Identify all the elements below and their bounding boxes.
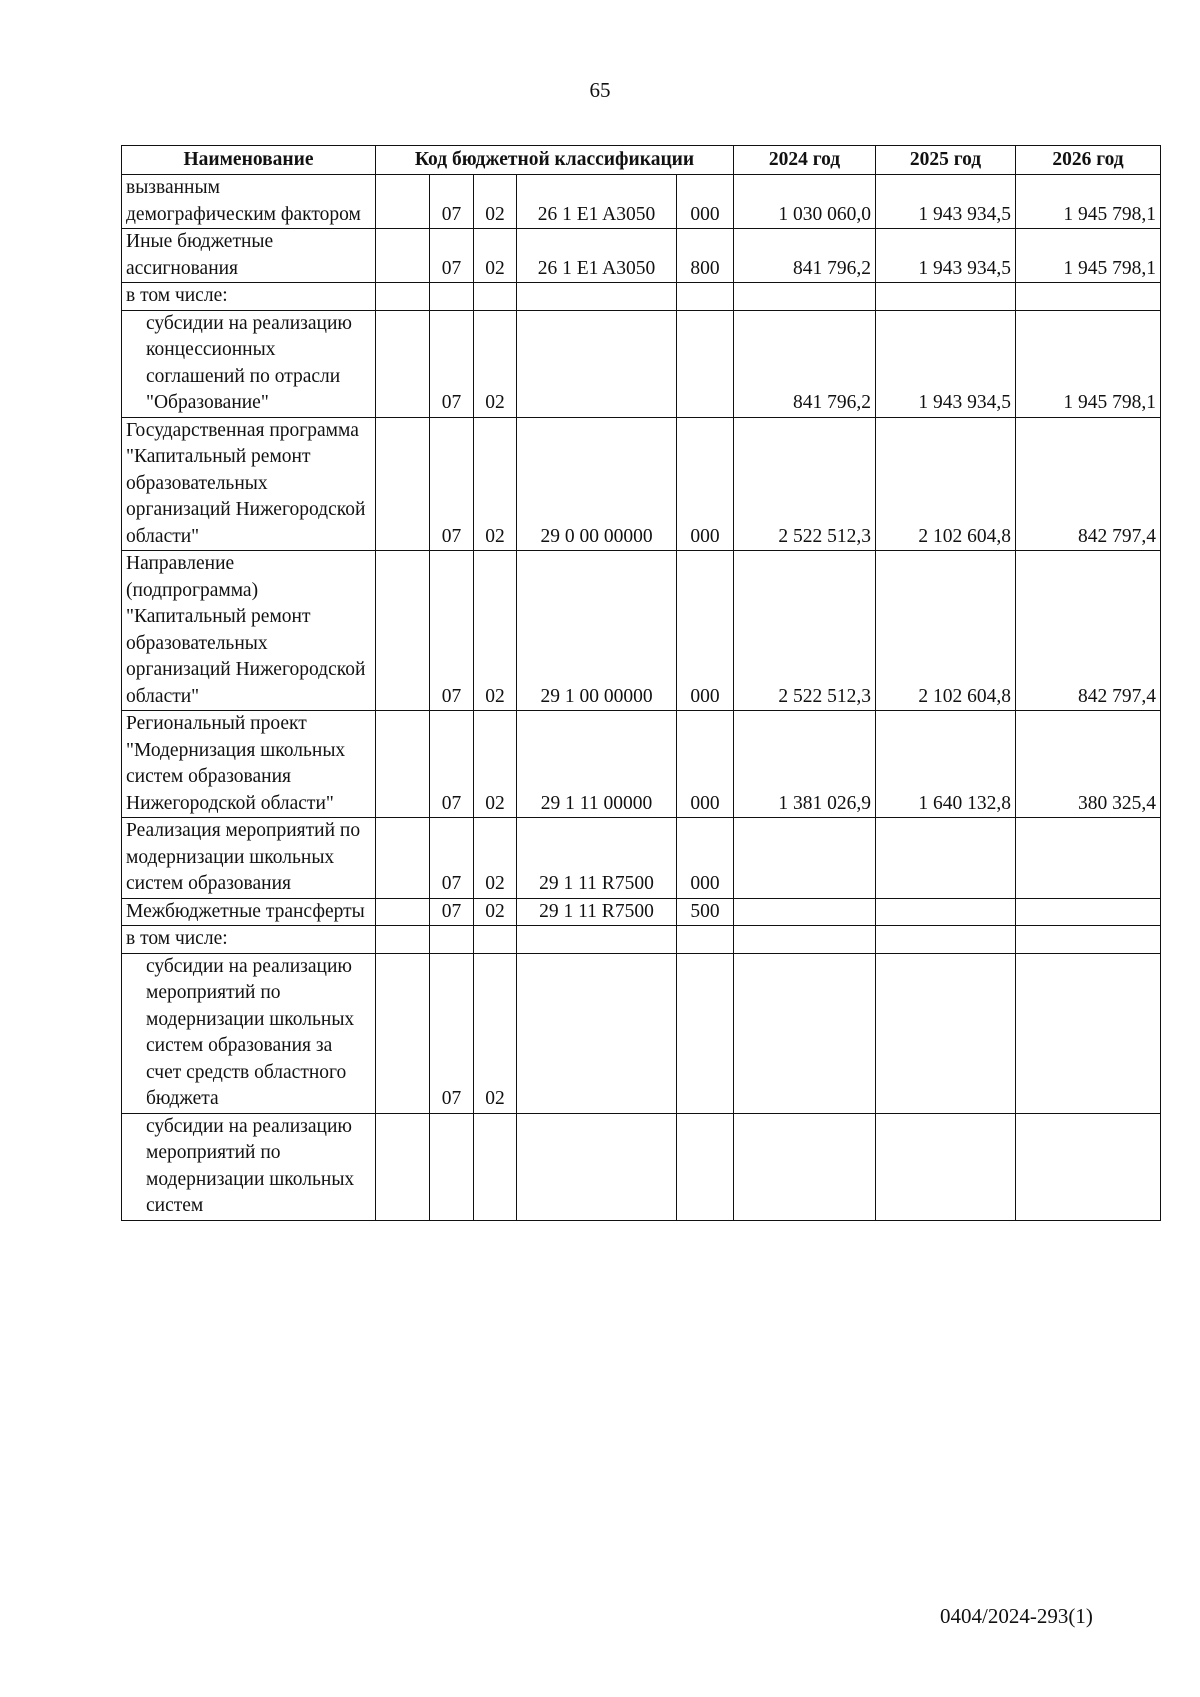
document-code: 0404/2024-293(1) bbox=[940, 1604, 1093, 1628]
code-part-4: 29 0 00 00000 bbox=[517, 417, 677, 551]
code-part-3 bbox=[474, 283, 517, 311]
value-2026 bbox=[1016, 1113, 1161, 1220]
table-row bbox=[122, 1113, 1161, 1220]
code-part-1 bbox=[376, 175, 430, 229]
code-part-5: 000 bbox=[677, 417, 734, 551]
value-2026: 1 945 798,1 bbox=[1016, 229, 1161, 283]
row-name: Межбюджетные трансферты bbox=[122, 898, 376, 926]
value-2025 bbox=[876, 953, 1016, 1113]
row-name: Региональный проект "Модернизация школьных систем образования Нижегородской области" bbox=[122, 711, 376, 818]
code-part-4: 29 1 11 00000 bbox=[517, 711, 677, 818]
code-part-2: 07 bbox=[430, 417, 474, 551]
code-part-5: 000 bbox=[677, 551, 734, 711]
code-part-3: 02 bbox=[474, 818, 517, 899]
code-part-4: 29 1 00 00000 bbox=[517, 551, 677, 711]
code-part-4 bbox=[517, 953, 677, 1113]
code-part-5: 500 bbox=[677, 898, 734, 926]
table-row bbox=[122, 229, 1161, 283]
value-2025 bbox=[876, 926, 1016, 954]
code-part-4: 26 1 E1 A3050 bbox=[517, 175, 677, 229]
value-2024: 1 030 060,0 bbox=[734, 175, 876, 229]
page-number: 65 bbox=[589, 78, 611, 102]
value-2025: 2 102 604,8 bbox=[876, 417, 1016, 551]
table-row bbox=[122, 551, 1161, 711]
row-name: Реализация мероприятий по модернизации школьных систем образования bbox=[122, 818, 376, 899]
code-part-3: 02 bbox=[474, 229, 517, 283]
code-part-1 bbox=[376, 551, 430, 711]
value-2026: 842 797,4 bbox=[1016, 551, 1161, 711]
code-part-3: 02 bbox=[474, 417, 517, 551]
value-2026 bbox=[1016, 818, 1161, 899]
code-part-3: 02 bbox=[474, 175, 517, 229]
value-2026 bbox=[1016, 283, 1161, 311]
code-part-1 bbox=[376, 953, 430, 1113]
header-code: Код бюджетной классификации bbox=[376, 146, 734, 175]
value-2026 bbox=[1016, 953, 1161, 1113]
code-part-1 bbox=[376, 310, 430, 417]
code-part-4: 29 1 11 R7500 bbox=[517, 898, 677, 926]
table-header-row bbox=[122, 146, 1161, 175]
code-part-5: 000 bbox=[677, 818, 734, 899]
code-part-2 bbox=[430, 926, 474, 954]
row-name: Иные бюджетные ассигнования bbox=[122, 229, 376, 283]
code-part-3 bbox=[474, 1113, 517, 1220]
code-part-1 bbox=[376, 926, 430, 954]
code-part-2: 07 bbox=[430, 310, 474, 417]
code-part-2: 07 bbox=[430, 953, 474, 1113]
code-part-5: 000 bbox=[677, 711, 734, 818]
table-row bbox=[122, 898, 1161, 926]
code-part-3: 02 bbox=[474, 551, 517, 711]
header-2026: 2026 год bbox=[1016, 146, 1161, 175]
table-row bbox=[122, 310, 1161, 417]
budget-table bbox=[121, 145, 1161, 1221]
value-2025: 1 943 934,5 bbox=[876, 175, 1016, 229]
value-2024 bbox=[734, 818, 876, 899]
code-part-4: 29 1 11 R7500 bbox=[517, 818, 677, 899]
code-part-2 bbox=[430, 1113, 474, 1220]
row-name: субсидии на реализацию концессионных соглашений по отрасли "Образование" bbox=[122, 310, 376, 417]
code-part-5: 800 bbox=[677, 229, 734, 283]
code-part-1 bbox=[376, 229, 430, 283]
code-part-1 bbox=[376, 898, 430, 926]
value-2024 bbox=[734, 926, 876, 954]
code-part-5 bbox=[677, 1113, 734, 1220]
table-row bbox=[122, 818, 1161, 899]
row-name: в том числе: bbox=[122, 283, 376, 311]
code-part-5 bbox=[677, 926, 734, 954]
value-2026: 1 945 798,1 bbox=[1016, 175, 1161, 229]
code-part-5 bbox=[677, 953, 734, 1113]
value-2026: 380 325,4 bbox=[1016, 711, 1161, 818]
value-2026: 1 945 798,1 bbox=[1016, 310, 1161, 417]
row-name: вызванным демографическим фактором bbox=[122, 175, 376, 229]
code-part-3: 02 bbox=[474, 953, 517, 1113]
code-part-4 bbox=[517, 310, 677, 417]
header-name: Наименование bbox=[122, 146, 376, 175]
code-part-2: 07 bbox=[430, 551, 474, 711]
value-2025 bbox=[876, 818, 1016, 899]
value-2024: 2 522 512,3 bbox=[734, 551, 876, 711]
code-part-1 bbox=[376, 818, 430, 899]
row-name: субсидии на реализацию мероприятий по модернизации школьных систем образования за счет средств областного бюджета bbox=[122, 953, 376, 1113]
code-part-1 bbox=[376, 417, 430, 551]
code-part-2: 07 bbox=[430, 818, 474, 899]
row-name: в том числе: bbox=[122, 926, 376, 954]
row-name: Государственная программа "Капитальный ремонт образовательных организаций Нижегородской области" bbox=[122, 417, 376, 551]
code-part-4: 26 1 E1 A3050 bbox=[517, 229, 677, 283]
value-2025: 2 102 604,8 bbox=[876, 551, 1016, 711]
code-part-1 bbox=[376, 1113, 430, 1220]
value-2025 bbox=[876, 1113, 1016, 1220]
value-2024 bbox=[734, 1113, 876, 1220]
value-2024 bbox=[734, 898, 876, 926]
value-2025: 1 943 934,5 bbox=[876, 310, 1016, 417]
table-row bbox=[122, 926, 1161, 954]
table-row bbox=[122, 283, 1161, 311]
code-part-5 bbox=[677, 310, 734, 417]
value-2025 bbox=[876, 283, 1016, 311]
code-part-2: 07 bbox=[430, 229, 474, 283]
table-row bbox=[122, 953, 1161, 1113]
code-part-1 bbox=[376, 711, 430, 818]
value-2024: 841 796,2 bbox=[734, 229, 876, 283]
code-part-5: 000 bbox=[677, 175, 734, 229]
code-part-2: 07 bbox=[430, 711, 474, 818]
code-part-2: 07 bbox=[430, 175, 474, 229]
value-2025: 1 943 934,5 bbox=[876, 229, 1016, 283]
value-2025 bbox=[876, 898, 1016, 926]
header-2024: 2024 год bbox=[734, 146, 876, 175]
table-row bbox=[122, 175, 1161, 229]
table-row bbox=[122, 417, 1161, 551]
code-part-4 bbox=[517, 1113, 677, 1220]
row-name: субсидии на реализацию мероприятий по модернизации школьных систем bbox=[122, 1113, 376, 1220]
code-part-2 bbox=[430, 283, 474, 311]
value-2024 bbox=[734, 953, 876, 1113]
code-part-4 bbox=[517, 926, 677, 954]
value-2026 bbox=[1016, 926, 1161, 954]
value-2025: 1 640 132,8 bbox=[876, 711, 1016, 818]
code-part-3: 02 bbox=[474, 310, 517, 417]
code-part-3: 02 bbox=[474, 898, 517, 926]
code-part-1 bbox=[376, 283, 430, 311]
table-row bbox=[122, 711, 1161, 818]
header-2025: 2025 год bbox=[876, 146, 1016, 175]
value-2024: 2 522 512,3 bbox=[734, 417, 876, 551]
row-name: Направление (подпрограмма) "Капитальный ремонт образовательных организаций Нижегородской области" bbox=[122, 551, 376, 711]
value-2024: 841 796,2 bbox=[734, 310, 876, 417]
value-2024 bbox=[734, 283, 876, 311]
code-part-3: 02 bbox=[474, 711, 517, 818]
code-part-2: 07 bbox=[430, 898, 474, 926]
code-part-5 bbox=[677, 283, 734, 311]
code-part-3 bbox=[474, 926, 517, 954]
code-part-4 bbox=[517, 283, 677, 311]
value-2026 bbox=[1016, 898, 1161, 926]
value-2026: 842 797,4 bbox=[1016, 417, 1161, 551]
value-2024: 1 381 026,9 bbox=[734, 711, 876, 818]
